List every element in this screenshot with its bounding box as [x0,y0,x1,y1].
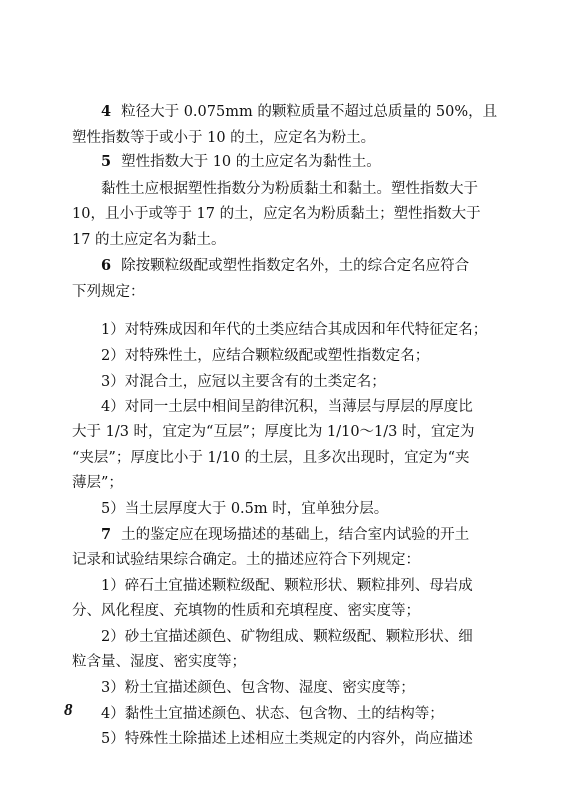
text-span: 记录和试验结果综合确定。土的描述应符合下列规定： [72,552,420,568]
text-span: 薄层”； [72,475,123,491]
text-span: 大于 1/3 时，宜定为“互层”；厚度比为 1/10～1/3 时，宜定为 [72,424,475,440]
text-span: 除按颗粒级配或塑性指数定名外，土的综合定名应符合 [121,258,470,274]
text-span: 粒含量、湿度、密实度等； [72,654,246,670]
text-span: 1）碎石土宜描述颗粒级配、颗粒形状、颗粒排列、母岩成 [101,578,473,594]
text-span: 1）对特殊成因和年代的土类应结合其成因和年代特征定名； [101,322,488,338]
text-line [0,147,561,177]
text-span: 粒径大于 0.075mm 的颗粒质量不超过总质量的 50%，且 [121,104,498,120]
text-span: 下列规定： [72,284,145,300]
text-span: 3）粉土宜描述颜色、包含物、湿度、密实度等； [101,680,415,696]
text-span: 3）对混合土，应冠以主要含有的土类定名； [101,374,386,390]
text-line [0,724,561,754]
page-number: 8 [64,700,73,719]
text-span: 土的鉴定应在现场描述的基础上，结合室内试验的开土 [121,527,470,543]
text-span: 塑性指数等于或小于 10 的土，应定名为粉土。 [72,130,376,146]
text-span: “夹层”；厚度比小于 1/10 的土层，且多次出现时，宜定为“夹 [72,450,470,466]
text-span: 分、风化程度、充填物的性质和充填程度、密实度等； [72,603,420,619]
text-span: 5）特殊性土除描述上述相应土类规定的内容外，尚应描述 [101,731,473,747]
clause-number: 4 [101,103,112,120]
text-span: 2）对特殊性土，应结合颗粒级配或塑性指数定名； [101,348,430,364]
clause-number: 5 [101,153,112,170]
text-span: 17 的土应定名为黏土。 [72,232,226,248]
clause-number: 7 [101,526,112,543]
text-span: 塑性指数大于 10 的土应定名为黏性土。 [121,154,381,170]
text-span: 4）黏性土宜描述颜色、状态、包含物、土的结构等； [101,706,444,722]
text-span: 5）当土层厚度大于 0.5m 时，宜单独分层。 [101,501,389,517]
text-span: 黏性土应根据塑性指数分为粉质黏土和黏土。塑性指数大于 [101,181,478,197]
text-span: 2）砂土宜描述颜色、矿物组成、颗粒级配、颗粒形状、细 [101,629,473,645]
text-span: 10，且小于或等于 17 的土，应定名为粉质黏土；塑性指数大于 [72,206,481,222]
text-line [0,277,561,307]
clause-number: 6 [101,257,112,274]
text-span: 4）对同一土层中相间呈韵律沉积，当薄层与厚层的厚度比 [101,399,473,415]
